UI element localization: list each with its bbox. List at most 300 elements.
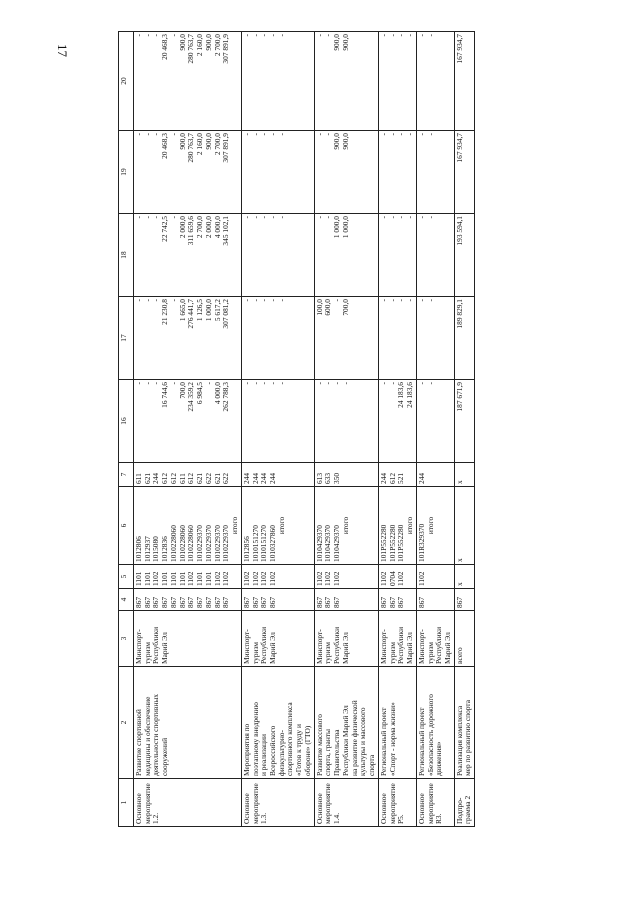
cell-c16 [378, 380, 416, 463]
cell-line: 1010429370 [314, 525, 324, 562]
cell-line: 1012856 [241, 536, 251, 562]
cell-line: туризм [250, 642, 260, 664]
cell-line: - [250, 299, 260, 302]
cell-line: 700,0 [340, 299, 350, 316]
budget-table [118, 31, 475, 827]
table-row [378, 32, 416, 827]
cell-line: 24 183,6 [396, 382, 406, 408]
cell-line: 262 788,3 [221, 382, 231, 412]
cell-c3 [134, 611, 242, 667]
cell-line: Республики [151, 626, 161, 664]
cell-c19 [241, 131, 314, 214]
cell-c19 [454, 131, 474, 214]
cell-line: - [168, 216, 178, 219]
table-row [416, 32, 454, 827]
cell-line: - [268, 299, 278, 302]
cell-c1 [134, 779, 242, 827]
cell-line: 21 230,8 [160, 299, 170, 325]
cell-c4 [134, 589, 242, 611]
cell-line: 1 000,0 [340, 216, 350, 239]
cell-line: 2 000,0 [203, 216, 213, 239]
cell-line: 600,0 [323, 299, 333, 316]
cell-line: Реализация комплекса [454, 705, 464, 776]
cell-line: 622 [221, 472, 231, 484]
cell-line: - [340, 382, 350, 385]
cell-c6 [241, 487, 314, 565]
cell-line: туризм [323, 642, 333, 664]
cell-line: - [168, 133, 178, 136]
cell-c7 [454, 463, 474, 487]
cell-line: 1010327860 [268, 525, 278, 562]
cell-line: 20 468,3 [160, 133, 170, 159]
cell-line: 867 [416, 596, 426, 608]
cell-c3 [241, 611, 314, 667]
cell-line: 612 [186, 472, 196, 484]
cell-line: 101P552280 [396, 524, 406, 562]
cell-c6 [134, 487, 242, 565]
cell-line: - [134, 133, 143, 136]
cell-line: - [387, 382, 397, 385]
cell-line: - [250, 133, 260, 136]
cell-line: 234 359,2 [186, 382, 196, 412]
cell-line: спортивного комплекса [285, 702, 295, 776]
cell-line: 867 [250, 596, 260, 608]
cell-line: - [276, 216, 286, 219]
cell-line: 307 081,2 [221, 299, 231, 329]
cell-line: - [151, 34, 161, 37]
cell-c1 [454, 779, 474, 827]
cell-line: 1102 [314, 571, 324, 586]
cell-line: 189 829,1 [454, 299, 464, 329]
cell-line: 1102 [259, 571, 269, 586]
cell-line: - [168, 299, 178, 302]
cell-line: - [314, 382, 324, 385]
cell-line: 1 665,0 [177, 299, 187, 322]
cell-line: - [416, 382, 426, 385]
cell-line: итого [340, 516, 350, 535]
cell-line: 612 [168, 472, 178, 484]
cell-line: 867 [259, 596, 269, 608]
cell-line: - [259, 133, 269, 136]
cell-line: 345 102,1 [221, 216, 231, 246]
cell-c20 [454, 32, 474, 131]
cell-line: 622 [203, 472, 213, 484]
cell-line: 244 [241, 472, 251, 484]
cell-line: - [396, 299, 406, 302]
cell-line: итого [425, 516, 435, 535]
cell-line: - [276, 133, 286, 136]
cell-line: Марий Эл [160, 632, 170, 664]
cell-c5 [454, 565, 474, 589]
cell-line: - [332, 382, 342, 385]
cell-line: 867 [241, 596, 251, 608]
cell-line: 167 934,7 [454, 34, 464, 64]
cell-line: - [425, 382, 435, 385]
cell-line: 350 [332, 472, 342, 484]
cell-line: грамма 2 [463, 795, 473, 824]
cell-c7 [241, 463, 314, 487]
cell-c20 [378, 32, 416, 131]
cell-line: 1101 [142, 571, 152, 586]
cell-line: - [268, 382, 278, 385]
cell-line: - [314, 34, 324, 37]
cell-line: 1015080 [151, 536, 161, 562]
column-header-18: 18 [119, 214, 134, 297]
cell-line: - [323, 133, 333, 136]
cell-line: 1101 [168, 571, 178, 586]
cell-line: 521 [396, 472, 406, 484]
cell-c6 [314, 487, 378, 565]
cell-line: сооружений [160, 737, 170, 776]
cell-line: - [203, 382, 213, 385]
cell-line: 101P552280 [387, 524, 397, 562]
cell-line: и реализации [259, 734, 269, 776]
cell-line: - [259, 34, 269, 37]
cell-c17 [416, 297, 454, 380]
cell-c19 [134, 131, 242, 214]
cell-line: - [259, 299, 269, 302]
cell-line: 867 [168, 596, 178, 608]
cell-line: 1102 [332, 571, 342, 586]
cell-line: - [142, 299, 152, 302]
cell-line: «Готов к труду и [294, 724, 304, 776]
cell-c3 [378, 611, 416, 667]
cell-line: - [241, 216, 251, 219]
cell-line: 1010151270 [259, 525, 269, 562]
cell-line: всего [454, 647, 464, 664]
cell-line: 244 [151, 472, 161, 484]
cell-line: 244 [268, 472, 278, 484]
cell-line: Минспорт- [241, 629, 251, 664]
rotated-table-wrapper [118, 32, 640, 827]
cell-line: Основное [134, 793, 143, 824]
cell-line: 1102 [396, 571, 406, 586]
cell-c7 [378, 463, 416, 487]
cell-c3 [416, 611, 454, 667]
cell-line: - [268, 133, 278, 136]
cell-line: 1010429370 [323, 525, 333, 562]
cell-c17 [378, 297, 416, 380]
cell-line: «Безопасность дорожного [425, 694, 435, 776]
cell-line: Мероприятия по [241, 723, 251, 776]
cell-c3 [314, 611, 378, 667]
cell-c1 [241, 779, 314, 827]
cell-line: 101R329370 [416, 523, 426, 562]
cell-line: - [268, 34, 278, 37]
cell-line: 1102 [212, 571, 222, 586]
cell-line: - [151, 382, 161, 385]
cell-line: - [134, 382, 143, 385]
cell-c4 [416, 589, 454, 611]
cell-line: - [378, 299, 388, 302]
cell-line: 867 [134, 596, 143, 608]
column-header-4: 4 [119, 589, 134, 611]
cell-c5 [378, 565, 416, 589]
cell-line: - [276, 34, 286, 37]
cell-line: - [396, 34, 406, 37]
cell-line: 867 [396, 596, 406, 608]
cell-line: 633 [323, 472, 333, 484]
cell-line: - [396, 133, 406, 136]
cell-line: 4 000,0 [212, 382, 222, 405]
cell-line: - [259, 216, 269, 219]
cell-line: мер по развитию спорта [463, 699, 473, 776]
cell-line: 2 000,0 [177, 216, 187, 239]
cell-c5 [416, 565, 454, 589]
cell-line: 1012836 [160, 536, 170, 562]
cell-line: культуры и массового [358, 707, 368, 776]
cell-line: мероприятие [323, 783, 333, 824]
cell-line: 621 [195, 472, 205, 484]
cell-line: 1010228060 [177, 525, 187, 562]
cell-c18 [241, 214, 314, 297]
cell-line: поэтапному внедрению [250, 702, 260, 776]
cell-line: - [276, 382, 286, 385]
cell-c2 [378, 667, 416, 779]
cell-line: - [134, 299, 143, 302]
cell-c3 [454, 611, 474, 667]
cell-c19 [378, 131, 416, 214]
cell-line: - [268, 216, 278, 219]
cell-line: физкультурно- [276, 730, 286, 776]
cell-line: - [142, 133, 152, 136]
cell-line: - [151, 216, 161, 219]
cell-line: 867 [186, 596, 196, 608]
cell-c4 [314, 589, 378, 611]
cell-line: 244 [259, 472, 269, 484]
cell-line: 167 934,7 [454, 133, 464, 163]
cell-line: Минспорт- [378, 629, 388, 664]
cell-line: - [416, 133, 426, 136]
cell-line: 1010229370 [212, 525, 222, 562]
cell-line: - [405, 216, 415, 219]
cell-line: 307 891,9 [221, 133, 231, 163]
cell-c17 [454, 297, 474, 380]
cell-line: - [259, 382, 269, 385]
column-header-16: 16 [119, 380, 134, 463]
cell-line: - [314, 133, 324, 136]
cell-c6 [416, 487, 454, 565]
cell-line: 900,0 [203, 34, 213, 51]
cell-line: - [378, 382, 388, 385]
cell-line: 1010229370 [203, 525, 213, 562]
cell-line: Марий Эл [442, 632, 452, 664]
cell-line: Всероссийского [268, 725, 278, 776]
cell-line: 900,0 [340, 133, 350, 150]
cell-line: 24 183,6 [405, 382, 415, 408]
cell-c1 [314, 779, 378, 827]
cell-line: 1.2. [151, 812, 161, 824]
table-row [454, 32, 474, 827]
cell-line: 867 [221, 596, 231, 608]
cell-line: медицины и обеспечение [142, 696, 152, 776]
cell-line: 244 [416, 472, 426, 484]
cell-line: 1010229370 [221, 525, 231, 562]
cell-line: - [387, 216, 397, 219]
cell-line: мероприятие [142, 783, 152, 824]
column-header-19: 19 [119, 131, 134, 214]
cell-c18 [416, 214, 454, 297]
cell-line: Основное [314, 793, 324, 824]
column-header-7: 7 [119, 463, 134, 487]
cell-line: 867 [160, 596, 170, 608]
cell-line: - [425, 299, 435, 302]
cell-line: Региональный проект [378, 707, 388, 776]
cell-c17 [134, 297, 242, 380]
cell-line: - [276, 299, 286, 302]
cell-c16 [134, 380, 242, 463]
cell-line: 1101 [134, 571, 143, 586]
cell-c7 [416, 463, 454, 487]
cell-line: - [250, 34, 260, 37]
cell-c18 [314, 214, 378, 297]
cell-line: Региональный проект [416, 707, 426, 776]
table-row [314, 32, 378, 827]
cell-c7 [134, 463, 242, 487]
cell-c5 [134, 565, 242, 589]
cell-c4 [241, 589, 314, 611]
cell-line: 867 [378, 596, 388, 608]
cell-line: - [405, 34, 415, 37]
cell-c20 [416, 32, 454, 131]
cell-line: - [425, 216, 435, 219]
cell-line: x [454, 480, 464, 484]
cell-line: 280 763,7 [186, 34, 196, 64]
cell-c5 [241, 565, 314, 589]
cell-c18 [454, 214, 474, 297]
cell-line: Правительства [332, 729, 342, 776]
cell-line: туризм [142, 642, 152, 664]
column-header-1: 1 [119, 779, 134, 827]
cell-line: - [332, 299, 342, 302]
cell-line: 867 [323, 596, 333, 608]
cell-line: Развитие спортивной [134, 709, 143, 776]
cell-line: 244 [378, 472, 388, 484]
cell-c6 [378, 487, 416, 565]
cell-line: Минспорт- [416, 629, 426, 664]
cell-line: 1102 [416, 571, 426, 586]
cell-line: 100,0 [314, 299, 324, 316]
cell-line: Основное [378, 793, 388, 824]
cell-line: - [323, 382, 333, 385]
cell-line: 1 000,0 [203, 299, 213, 322]
cell-line: 1102 [268, 571, 278, 586]
cell-c16 [314, 380, 378, 463]
cell-line: 1102 [151, 571, 161, 586]
cell-c19 [314, 131, 378, 214]
cell-line: 2 160,0 [195, 133, 205, 156]
cell-line: 1010228060 [168, 525, 178, 562]
cell-line: обороне» (ГТО) [302, 725, 312, 776]
cell-line: - [142, 382, 152, 385]
cell-line: 1.4. [332, 812, 342, 824]
cell-line: 867 [203, 596, 213, 608]
cell-line: Марий Эл [405, 632, 415, 664]
cell-line: x [454, 582, 464, 586]
cell-line: 900,0 [332, 34, 342, 51]
cell-line: 612 [387, 472, 397, 484]
cell-line: 900,0 [332, 133, 342, 150]
cell-line: - [405, 299, 415, 302]
cell-c5 [314, 565, 378, 589]
cell-line: - [323, 216, 333, 219]
cell-line: 867 [212, 596, 222, 608]
page-number: 17 [55, 44, 70, 57]
cell-line: Республики [332, 626, 342, 664]
cell-line: туризм [387, 642, 397, 664]
cell-line: 280 763,7 [186, 133, 196, 163]
cell-line: 1101 [177, 571, 187, 586]
cell-line: 1012937 [142, 536, 152, 562]
cell-line: Минспорт- [134, 629, 143, 664]
cell-line: - [142, 34, 152, 37]
cell-c16 [241, 380, 314, 463]
cell-line: Республики Марий Эл [340, 705, 350, 776]
cell-line: - [250, 382, 260, 385]
cell-line: - [387, 133, 397, 136]
cell-c20 [241, 32, 314, 131]
cell-line: - [151, 299, 161, 302]
cell-line: мероприятие [250, 783, 260, 824]
cell-line: 1101 [203, 571, 213, 586]
cell-line: на развитие физической [349, 700, 359, 776]
cell-line: 20 468,3 [160, 34, 170, 60]
cell-line: 1101 [195, 571, 205, 586]
cell-line: 6 984,5 [195, 382, 205, 405]
cell-line: Республики [396, 626, 406, 664]
cell-line: - [151, 133, 161, 136]
cell-line: Республики [259, 626, 269, 664]
cell-line: 1.3. [259, 812, 269, 824]
cell-line: 900,0 [177, 133, 187, 150]
cell-line: 867 [332, 596, 342, 608]
cell-line: спорта [367, 754, 377, 776]
cell-line: - [396, 216, 406, 219]
cell-line: 1010429370 [332, 525, 342, 562]
cell-c7 [314, 463, 378, 487]
cell-line: 2 160,0 [195, 34, 205, 57]
cell-line: - [405, 133, 415, 136]
cell-c16 [416, 380, 454, 463]
cell-line: - [378, 216, 388, 219]
cell-line: - [416, 299, 426, 302]
cell-line: Основное [416, 793, 426, 824]
cell-line: 1010151270 [250, 525, 260, 562]
table-body [134, 32, 475, 827]
cell-c19 [416, 131, 454, 214]
cell-line: 867 [151, 596, 161, 608]
cell-c17 [314, 297, 378, 380]
cell-c4 [454, 589, 474, 611]
table-row [241, 32, 314, 827]
cell-line: 867 [387, 596, 397, 608]
cell-line: 1 126,5 [195, 299, 205, 322]
cell-line: 2 700,0 [212, 34, 222, 57]
cell-line: 867 [195, 596, 205, 608]
cell-c20 [314, 32, 378, 131]
cell-c17 [241, 297, 314, 380]
cell-line: - [378, 34, 388, 37]
cell-line: x [454, 558, 464, 562]
cell-line: 1102 [378, 571, 388, 586]
cell-line: - [387, 34, 397, 37]
cell-line: 700,0 [177, 382, 187, 399]
cell-c16 [454, 380, 474, 463]
cell-line: 867 [454, 596, 464, 608]
cell-line: деятельности спортивных [151, 694, 161, 776]
column-header-6: 6 [119, 487, 134, 565]
cell-line: Республики [434, 626, 444, 664]
